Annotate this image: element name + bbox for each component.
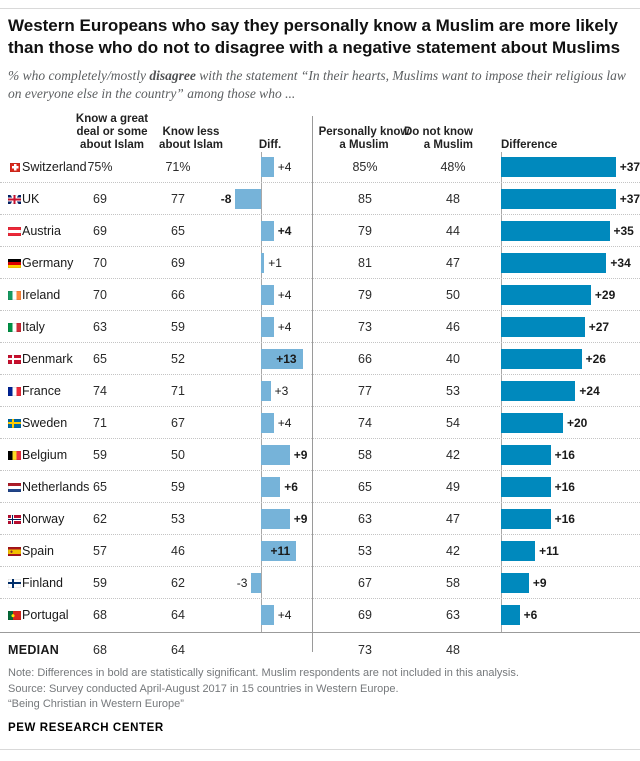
know-islam-great-value: 69 <box>93 192 107 206</box>
muslim-diff-label: +37 <box>619 192 640 206</box>
column-header-difference: Difference <box>501 139 558 151</box>
know-islam-less-value: 71% <box>165 160 191 174</box>
country-label: Switzerland <box>22 160 87 174</box>
islam-diff-label: +9 <box>293 512 308 526</box>
muslim-diff-label: +16 <box>554 512 575 526</box>
table-row <box>0 599 640 631</box>
muslim-diff-label: +26 <box>585 352 606 366</box>
table-row <box>0 375 640 407</box>
know-muslim-value: 58 <box>358 448 372 462</box>
table-row <box>0 567 640 599</box>
islam-diff-bar <box>261 157 274 177</box>
islam-diff-bar <box>261 381 271 401</box>
not-know-muslim-value: 47 <box>446 256 460 270</box>
islam-diff-bar <box>261 253 264 273</box>
islam-diff-label: +13 <box>276 352 297 366</box>
know-islam-less-value: 52 <box>171 352 185 366</box>
country-label: Belgium <box>22 448 68 462</box>
know-islam-great-value: 65 <box>93 352 107 366</box>
country-flag-icon <box>8 291 21 301</box>
know-muslim-value: 74 <box>358 416 372 430</box>
table-rows <box>0 151 640 631</box>
column-header-not-know-muslim: Do not know a Muslim <box>404 126 473 151</box>
muslim-diff-bar <box>501 317 585 337</box>
muslim-diff-label: +20 <box>567 416 588 430</box>
footnotes <box>8 666 632 713</box>
pew-research-center-logo: PEW RESEARCH CENTER <box>8 722 164 734</box>
column-header-know-great: Know a great deal or some about Islam <box>75 113 149 151</box>
table-row <box>0 151 640 183</box>
table-row <box>0 215 640 247</box>
know-islam-great-value: 65 <box>93 480 107 494</box>
islam-diff-bar <box>261 413 274 433</box>
muslim-diff-bar <box>501 285 591 305</box>
not-know-muslim-value: 48% <box>440 160 466 174</box>
islam-diff-label: -8 <box>220 192 232 206</box>
source-line: Source: Survey conducted April-August 2017 in 15 countries in Western Europe. <box>8 682 399 695</box>
country-label: Finland <box>22 576 63 590</box>
not-know-muslim-value: 58 <box>446 576 460 590</box>
country-label: Spain <box>22 544 54 558</box>
islam-diff-bar <box>261 221 274 241</box>
country-label: France <box>22 384 61 398</box>
country-flag-icon <box>8 419 21 429</box>
table-row <box>0 535 640 567</box>
muslim-diff-bar <box>501 573 529 593</box>
table-row <box>0 183 640 215</box>
know-muslim-value: 63 <box>358 512 372 526</box>
not-know-muslim-value: 63 <box>446 608 460 622</box>
country-label: Norway <box>22 512 65 526</box>
know-islam-less-value: 59 <box>171 480 185 494</box>
country-flag-icon <box>8 483 21 493</box>
country-flag-icon <box>8 579 21 589</box>
know-islam-less-value: 46 <box>171 544 185 558</box>
country-flag-icon <box>8 611 21 621</box>
country-label: Germany <box>22 256 74 270</box>
islam-diff-label: +9 <box>293 448 308 462</box>
know-islam-great-value: 74 <box>93 384 107 398</box>
islam-diff-label: +4 <box>277 320 292 334</box>
muslim-diff-bar <box>501 413 563 433</box>
chart-title: Western Europeans who say they personally know a Muslim are more likely than those who do not to disagree with a negative statement about Muslims <box>8 16 621 57</box>
top-divider <box>0 8 640 9</box>
know-muslim-value: 85 <box>358 192 372 206</box>
muslim-diff-bar <box>501 349 582 369</box>
table-row <box>0 279 640 311</box>
know-islam-less-value: 65 <box>171 224 185 238</box>
muslim-diff-label: +27 <box>588 320 610 334</box>
muslim-diff-label: +24 <box>579 384 600 398</box>
not-know-muslim-value: 42 <box>446 448 460 462</box>
know-islam-less-value: 53 <box>171 512 185 526</box>
islam-diff-bar <box>261 605 274 625</box>
muslim-diff-bar <box>501 477 551 497</box>
know-muslim-value: 79 <box>358 224 372 238</box>
not-know-muslim-value: 40 <box>446 352 460 366</box>
country-flag-icon <box>10 163 20 173</box>
islam-diff-bar <box>261 445 290 465</box>
not-know-muslim-value: 53 <box>446 384 460 398</box>
muslim-diff-bar <box>501 381 575 401</box>
know-muslim-value: 53 <box>358 544 372 558</box>
country-label: Portugal <box>22 608 69 622</box>
muslim-diff-label: +35 <box>613 224 634 238</box>
know-muslim-value: 66 <box>358 352 372 366</box>
report-title-line: “Being Christian in Western Europe” <box>8 698 184 710</box>
country-label: Ireland <box>22 288 61 302</box>
islam-diff-label: +4 <box>277 416 292 430</box>
country-flag-icon <box>8 323 21 333</box>
islam-diff-label: +11 <box>270 544 291 558</box>
country-flag-icon <box>8 387 21 397</box>
islam-diff-bar <box>261 477 280 497</box>
islam-diff-bar <box>235 189 261 209</box>
muslim-diff-label: +16 <box>554 480 575 494</box>
median-know-muslim: 73 <box>358 643 372 657</box>
islam-diff-label: +3 <box>274 384 289 398</box>
muslim-diff-label: +16 <box>554 448 575 462</box>
not-know-muslim-value: 54 <box>446 416 460 430</box>
muslim-diff-label: +11 <box>539 544 559 558</box>
know-islam-less-value: 64 <box>171 608 185 622</box>
know-muslim-value: 65 <box>358 480 372 494</box>
not-know-muslim-value: 46 <box>446 320 460 334</box>
not-know-muslim-value: 48 <box>446 192 460 206</box>
know-islam-great-value: 68 <box>93 608 107 622</box>
muslim-diff-label: +37 <box>619 160 640 174</box>
know-islam-great-value: 59 <box>93 448 107 462</box>
column-header-diff: Diff. <box>258 139 282 151</box>
islam-diff-bar <box>261 285 274 305</box>
know-islam-great-value: 59 <box>93 576 107 590</box>
table-row <box>0 471 640 503</box>
table-row <box>0 247 640 279</box>
country-flag-icon <box>8 355 21 365</box>
islam-diff-label: +4 <box>277 160 292 174</box>
islam-diff-bar <box>261 509 290 529</box>
median-know-islam-less: 64 <box>171 643 185 657</box>
know-islam-less-value: 71 <box>171 384 185 398</box>
not-know-muslim-value: 47 <box>446 512 460 526</box>
not-know-muslim-value: 42 <box>446 544 460 558</box>
column-header-know-muslim: Personally know a Muslim <box>318 126 410 151</box>
subtitle-emphasis: disagree <box>149 68 196 83</box>
muslim-diff-bar <box>501 509 551 529</box>
subtitle-prefix: % who completely/mostly <box>8 68 150 83</box>
know-islam-less-value: 62 <box>171 576 185 590</box>
country-label: Sweden <box>22 416 68 430</box>
islam-diff-label: +1 <box>268 256 282 270</box>
muslim-diff-bar <box>501 445 551 465</box>
know-islam-less-value: 69 <box>171 256 185 270</box>
know-islam-great-value: 71 <box>93 416 107 430</box>
median-label: MEDIAN <box>8 643 60 657</box>
islam-diff-bar <box>261 317 274 337</box>
table-row <box>0 503 640 535</box>
table-row <box>0 311 640 343</box>
know-muslim-value: 67 <box>358 576 372 590</box>
muslim-diff-bar <box>501 157 616 177</box>
column-header-know-less: Know less about Islam <box>159 126 223 151</box>
know-islam-great-value: 62 <box>93 512 107 526</box>
know-islam-less-value: 66 <box>171 288 185 302</box>
not-know-muslim-value: 44 <box>446 224 460 238</box>
know-islam-less-value: 50 <box>171 448 185 462</box>
know-islam-great-value: 63 <box>93 320 107 334</box>
muslim-diff-bar <box>501 605 520 625</box>
islam-diff-bar <box>251 573 261 593</box>
not-know-muslim-value: 50 <box>446 288 460 302</box>
country-label: Netherlands <box>22 480 90 494</box>
median-separator <box>0 632 640 633</box>
median-know-islam-great: 68 <box>93 643 107 657</box>
muslim-diff-bar <box>501 253 606 273</box>
table-row <box>0 439 640 471</box>
country-flag-icon <box>8 515 21 525</box>
table-row <box>0 343 640 375</box>
muslim-diff-label: +9 <box>532 576 547 590</box>
know-muslim-value: 77 <box>358 384 372 398</box>
islam-diff-label: +4 <box>277 608 292 622</box>
column-headers <box>0 112 640 154</box>
know-muslim-value: 79 <box>358 288 372 302</box>
not-know-muslim-value: 49 <box>446 480 460 494</box>
table-row <box>0 407 640 439</box>
bottom-divider <box>0 749 640 750</box>
country-label: UK <box>22 192 40 206</box>
know-islam-less-value: 67 <box>171 416 185 430</box>
median-not-know-muslim: 48 <box>446 643 460 657</box>
muslim-diff-label: +6 <box>523 608 538 622</box>
islam-diff-label: +6 <box>284 480 298 494</box>
country-flag-icon <box>8 195 21 205</box>
muslim-diff-label: +29 <box>594 288 616 302</box>
know-muslim-value: 73 <box>358 320 372 334</box>
country-label: Austria <box>22 224 61 238</box>
know-muslim-value: 85% <box>352 160 378 174</box>
muslim-diff-bar <box>501 189 616 209</box>
know-islam-great-value: 75% <box>87 160 113 174</box>
median-row <box>0 634 640 666</box>
muslim-diff-bar <box>501 541 535 561</box>
country-flag-icon <box>8 259 21 269</box>
country-flag-icon <box>8 451 21 461</box>
know-islam-less-value: 77 <box>171 192 185 206</box>
country-label: Denmark <box>22 352 73 366</box>
chart-subtitle <box>8 67 632 102</box>
know-islam-great-value: 69 <box>93 224 107 238</box>
country-flag-icon <box>8 547 21 557</box>
country-flag-icon <box>8 227 21 237</box>
note-line: Note: Differences in bold are statistically significant. Muslim respondents are not included in this analysis. <box>8 667 519 679</box>
islam-diff-label: -3 <box>236 576 248 590</box>
subtitle-suffix: with the statement “In their hearts, Muslims want to impose their religious law on everyone else in the country” among those who ... <box>8 68 626 101</box>
know-muslim-value: 69 <box>358 608 372 622</box>
islam-diff-label: +4 <box>277 224 292 238</box>
know-islam-great-value: 70 <box>93 288 107 302</box>
know-muslim-value: 81 <box>358 256 372 270</box>
country-label: Italy <box>22 320 45 334</box>
muslim-diff-label: +34 <box>610 256 631 270</box>
know-islam-great-value: 57 <box>93 544 107 558</box>
know-islam-less-value: 59 <box>171 320 185 334</box>
islam-diff-label: +4 <box>277 288 292 302</box>
muslim-diff-bar <box>501 221 610 241</box>
know-islam-great-value: 70 <box>93 256 107 270</box>
